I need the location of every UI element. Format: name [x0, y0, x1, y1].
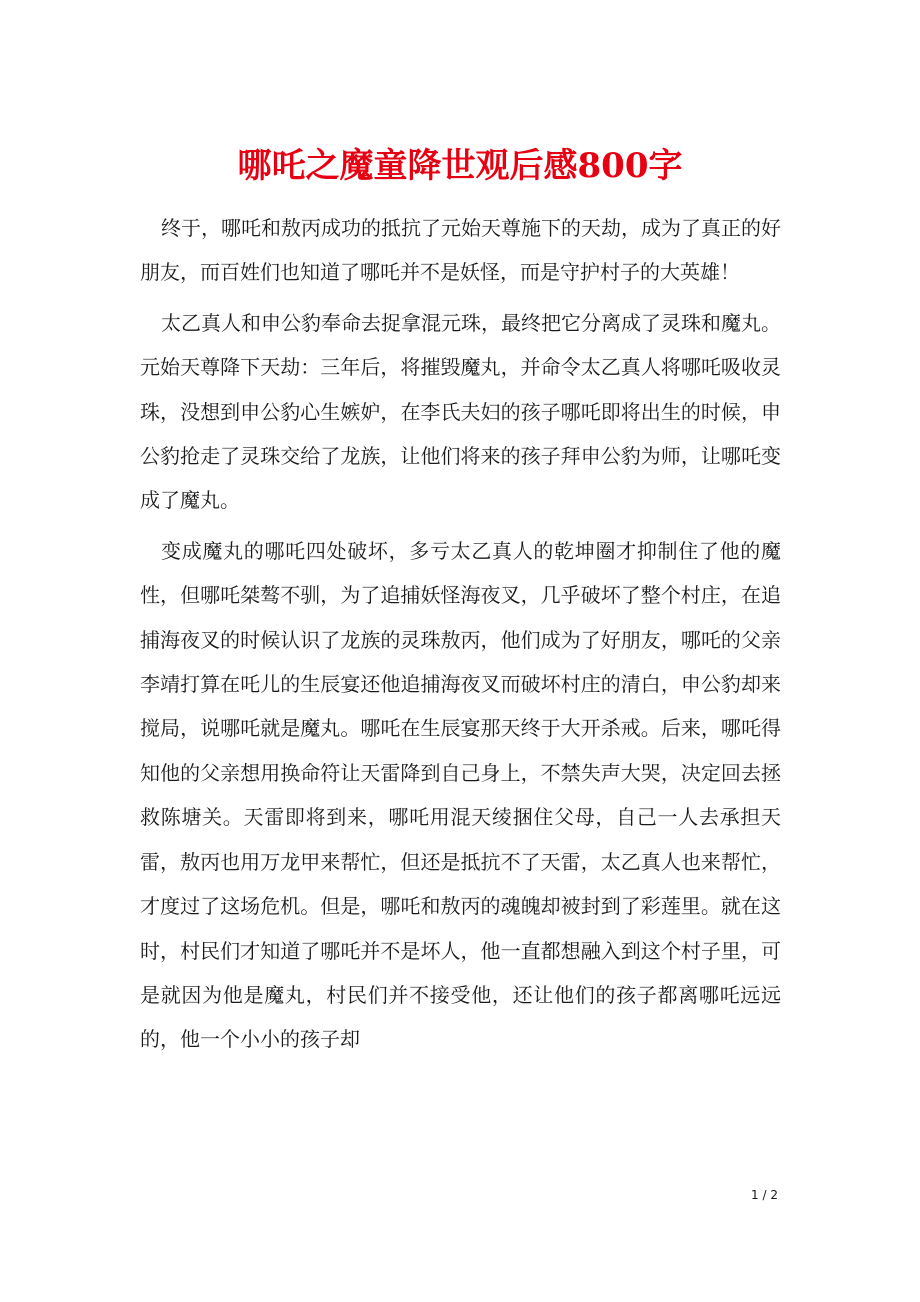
paragraph-3: 变成魔丸的哪吒四处破坏，多亏太乙真人的乾坤圈才抑制住了他的魔性，但哪吒桀骜不驯，为了追捕妖怪海夜叉，几乎破坏了整个村庄，在追捕海夜叉的时候认识了龙族的灵珠敖丙，他们成为了好朋友，哪吒的父亲李靖打算在吒儿的生辰宴还他追捕海夜叉而破坏村庄的清白，申公豹却来搅局，说哪吒就是魔丸。哪吒在生辰宴那天终于大开杀戒。后来，哪吒得知他的父亲想用换命符让天雷降到自己身上，不禁失声大哭，决定回去拯救陈塘关。天雷即将到来，哪吒用混天绫捆住父母，自己一人去承担天雷，敖丙也用万龙甲来帮忙，但还是抵抗不了天雷，太乙真人也来帮忙，才度过了这场危机。但是，哪吒和敖丙的魂魄却被封到了彩莲里。就在这时，村民们才知道了哪吒并不是坏人，他一直都想融入到这个村子里，可是就因为他是魔丸，村民们并不接受他，还让他们的孩子都离哪吒远远的，他一个小小的孩子却 — [140, 538, 781, 1052]
document-body — [140, 206, 781, 1068]
paragraph-2: 太乙真人和申公豹奉命去捉拿混元珠，最终把它分离成了灵珠和魔丸。元始天尊降下天劫：三年后，将摧毁魔丸，并命令太乙真人将哪吒吸收灵珠，没想到申公豹心生嫉妒，在李氏夫妇的孩子哪吒即将出生的时候，申公豹抢走了灵珠交给了龙族，让他们将来的孩子拜申公豹为师，让哪吒变成了魔丸。 — [140, 310, 781, 513]
paragraph-1: 终于，哪吒和敖丙成功的抵抗了元始天尊施下的天劫，成为了真正的好朋友，而百姓们也知道了哪吒并不是妖怪，而是守护村子的大英雄！ — [140, 216, 781, 285]
document-title: 哪吒之魔童降世观后感800字 — [237, 146, 683, 186]
page-number: 1 / 2 — [751, 1188, 778, 1202]
